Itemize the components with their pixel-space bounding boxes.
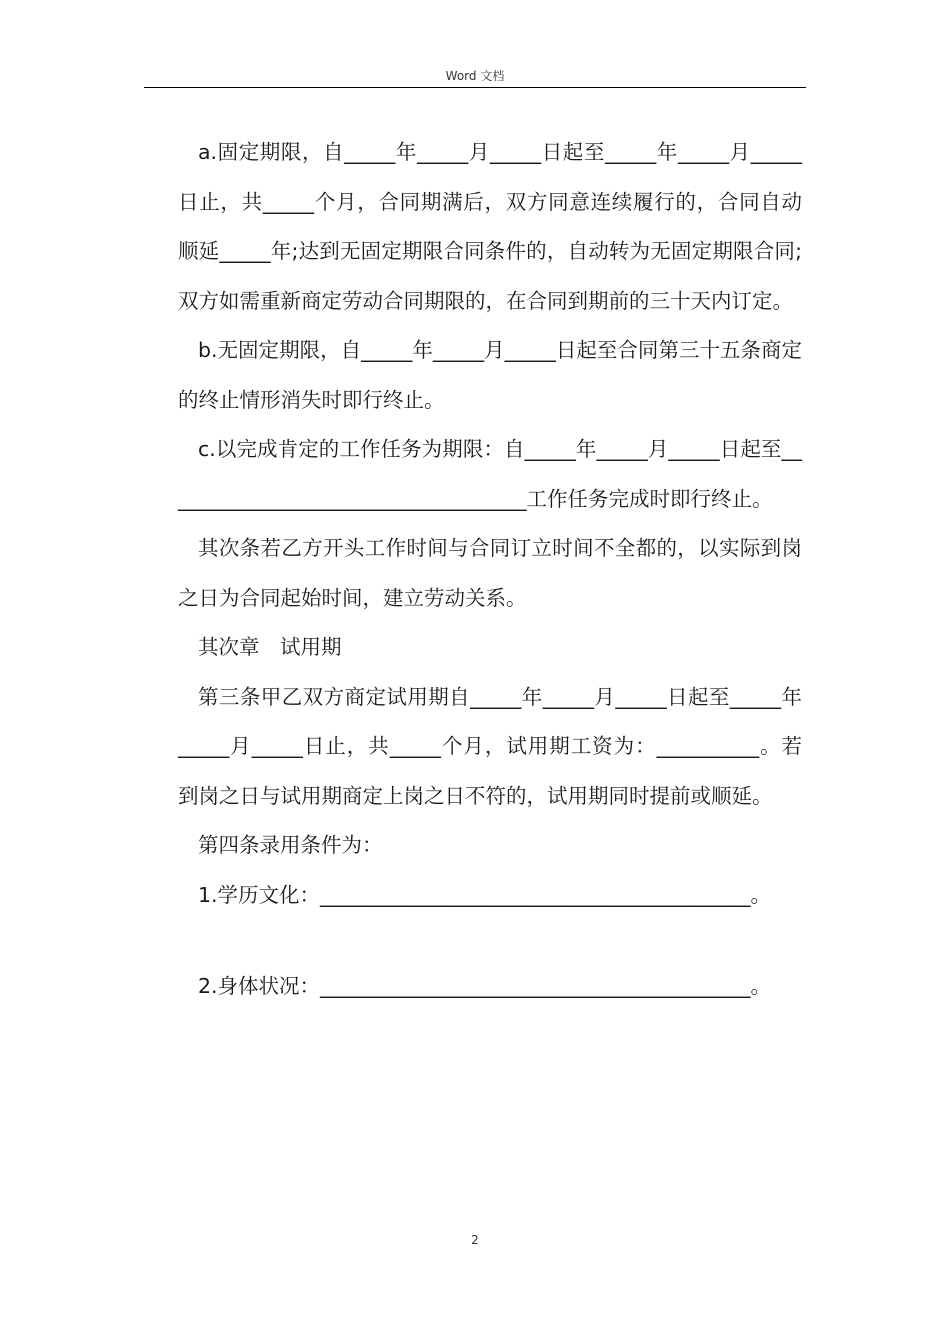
clause-b-open-term: b.无固定期限，自_____年_____月_____日起至合同第三十五条商定的终止情形消失时即行终止。 xyxy=(178,338,802,412)
article-4-hiring-conditions: 第四条录用条件为： xyxy=(198,833,383,857)
clause-a-fixed-term: a.固定期限，自_____年_____月_____日起至_____年_____月_____日止，共_____个月，合同期满后，双方同意连续履行的，合同自动顺延_____年;达到无固定期限合同条件的，自动转为无固定期限合同;双方如需重新商定劳动合同期限的，在合同到期前的三十天内订定。 xyxy=(178,140,802,313)
article-3-probation: 第三条甲乙双方商定试用期自_____年_____月_____日起至_____年_____月_____日止，共_____个月，试用期工资为：__________。若到岗之日与试用期商定上岗之日不符的，试用期同时提前或顺延。 xyxy=(178,684,802,808)
chapter-2-heading: 其次章 试用期 xyxy=(198,635,342,659)
article-2-start-date: 其次条若乙方开头工作时间与合同订立时间不全都的，以实际到岗之日为合同起始时间，建立劳动关系。 xyxy=(178,536,802,610)
condition-education: 1.学历文化：__________________________________________。 xyxy=(198,882,772,907)
header-divider xyxy=(144,87,806,88)
condition-health: 2.身体状况：__________________________________________。 xyxy=(198,974,772,998)
page-number: 2 xyxy=(471,1233,479,1247)
document-body xyxy=(178,128,802,1012)
document-header-title: Word 文档 xyxy=(445,69,505,83)
clause-c-task-term: c.以完成肯定的工作任务为期限：自_____年_____月_____日起至____________________________________工作任务完成时即行终止。 xyxy=(178,437,802,511)
